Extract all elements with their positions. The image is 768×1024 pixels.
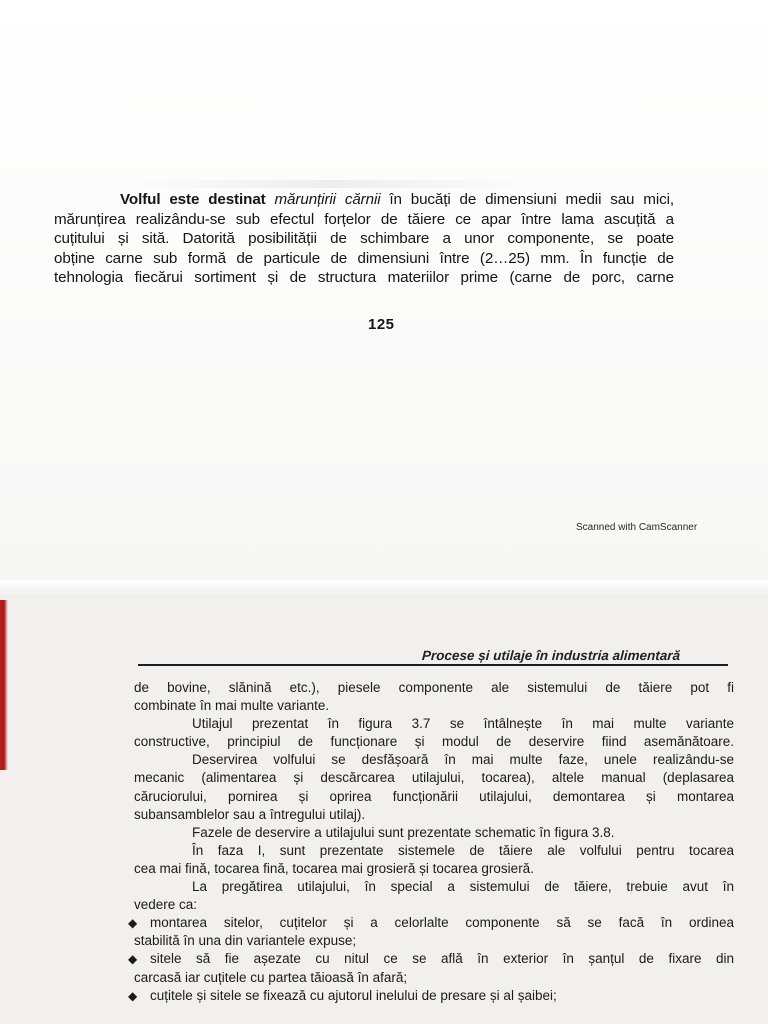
text-line: subansamblelor sau a întregului utilaj). (134, 806, 366, 822)
text-line: căruciorului, pornirea și oprirea funcționării utilajului, demontarea și montarea (134, 788, 734, 804)
text-line: Deservirea volfului se desfășoară în mai multe faze, unele realizându-se (192, 752, 734, 768)
text-line: constructive, principiul de funcționare și modul de deservire fiind asemănătoare. (134, 734, 734, 750)
page-number: 125 (368, 316, 395, 333)
text-line: mecanic (alimentarea și descărcarea utilajului, tocarea), altele manual (deplasarea (134, 770, 734, 786)
paragraph-line: tehnologia fiecărui sortiment și de structura materiilor prime (carne de porc, carne (54, 269, 674, 286)
diamond-bullet-icon: ◆ (128, 916, 138, 931)
text-line: La pregătirea utilajului, în special a sistemului de tăiere, trebuie avut în (192, 879, 734, 895)
paragraph-line: mărunțirea realizându-se sub efectul forțelor de tăiere ce apar între lama ascuțită a (54, 210, 674, 228)
body-text (128, 679, 734, 1005)
text-line: Fazele de deservire a utilajului sunt prezentate schematic în figura 3.8. (192, 824, 615, 840)
header-rule (138, 664, 728, 666)
text-line: Utilajul prezentat în figura 3.7 se întâlnește în mai multe variante (192, 716, 734, 732)
text-line: combinate în mai multe variante. (134, 698, 330, 714)
text-line: de bovine, slănină etc.), piesele componente ale sistemului de tăiere pot fi (134, 680, 734, 695)
text-line: cea mai fină, tocarea fină, tocarea mai grosieră și tocarea grosieră. (134, 860, 534, 876)
diamond-bullet-icon: ◆ (128, 952, 138, 967)
bullet-item: ◆ montarea sitelor, cuțitelor și a celorlalte componente să se facă în ordinea (134, 914, 734, 932)
running-header: Procese și utilaje în industria alimentară (421, 648, 681, 663)
paragraph-line: obține carne sub formă de particule de dimensiuni între (2…25) mm. În funcție de (54, 249, 674, 267)
bullet-item-continuation: carcasă iar cuțitele cu partea tăioasă în afară; (134, 969, 408, 985)
paragraph-line: cuțitului și sită. Datorită posibilității de schimbare a unor componente, se poate (54, 230, 674, 247)
bullet-item: ◆ sitele să fie așezate cu nitul ce se află în exterior în șanțul de fixare din (134, 950, 734, 968)
text-line: vedere ca: (134, 897, 198, 913)
diamond-bullet-icon: ◆ (128, 988, 138, 1003)
book-cover-edge (0, 600, 8, 770)
scan-shadow-strip (120, 180, 540, 188)
paragraph-volful (54, 190, 674, 288)
page-separator (0, 580, 768, 598)
paragraph-line: Volful este destinat mărunțirii cărnii în bucăți de dimensiuni medii sau mici, (120, 191, 674, 208)
text-line: În faza I, sunt prezentate sistemele de tăiere ale volfului pentru tocarea (192, 842, 734, 858)
bullet-item: ◆ cuțitele și sitele se fixează cu ajutorul inelului de presare și al șaibei; (134, 987, 734, 1005)
scan-watermark: Scanned with CamScanner (576, 522, 698, 533)
bullet-item-continuation: stabilită în una din variantele expuse; (134, 933, 357, 949)
